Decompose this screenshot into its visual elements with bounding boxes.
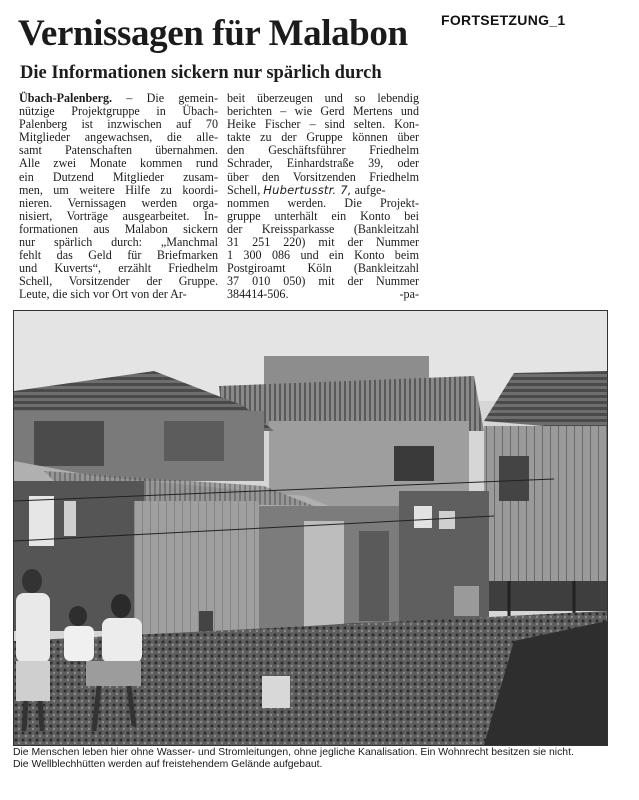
author-signature: -pa-: [399, 287, 419, 302]
column-line: Palenberg ist inzwischen auf 70: [19, 117, 218, 132]
article-subheadline: Die Informationen sickern nur spärlich durch: [20, 63, 382, 83]
caption-line-2: Die Wellblechhütten werden auf freistehendem Gelände aufgebaut.: [13, 759, 323, 771]
column-line: men, um weitere Hilfe zu koordi-: [19, 182, 218, 197]
article-photo: [13, 310, 608, 746]
column-line: nur spärlich durch: „Manchmal: [19, 235, 218, 250]
column-text: – Die gemein-: [112, 91, 218, 105]
column-text: aufge-: [351, 182, 386, 197]
column-line: der Kreissparkasse (Bankleitzahl: [227, 221, 419, 236]
column-line: Leute, die sich vor Ort von der Ar-: [19, 287, 187, 302]
column-line: über den Vorsitzenden Friedhelm: [227, 169, 419, 184]
column-line: den Geschäftsführer Friedhelm: [227, 143, 419, 158]
column-line: Heike Fischer – sind selten. Kon-: [227, 117, 419, 132]
column-line: gruppe unterhält ein Konto bei: [227, 208, 419, 223]
column-line: Schell, Vorsitzender der Gruppe.: [19, 274, 218, 289]
article-dateline: Übach-Palenberg.: [19, 91, 113, 105]
photo-caption: [13, 747, 613, 772]
column-line: nützige Projektgruppe in Übach-: [19, 104, 218, 119]
continuation-label: FORTSETZUNG_1: [441, 12, 566, 28]
column-line: 31 251 220) mit der Nummer: [227, 235, 419, 250]
column-line: samt Patenschaften übernahmen.: [19, 143, 218, 158]
column-line: ein Dutzend Mitglieder zusam-: [19, 169, 218, 184]
column-text: 384414-506.: [227, 287, 289, 302]
column-line: [227, 184, 419, 197]
column-line: und Kuverts“, erzählt Friedhelm: [19, 261, 218, 276]
article-headline: Vernissagen für Malabon: [18, 13, 408, 54]
handwritten-address: Hubertusstr. 7,: [263, 182, 352, 197]
column-line: formationen aus Malabon sickern: [19, 221, 218, 236]
caption-line-1: Die Menschen leben hier ohne Wasser- und Stromleitungen, ohne jegliche Kanalisation. Ein Wohnrecht besitzen sie nicht.: [13, 747, 574, 758]
column-line: Mitglieder angewachsen, die alle-: [19, 130, 218, 145]
article-column-1: [19, 92, 218, 302]
column-line: fehlt das Geld für Briefmarken: [19, 248, 218, 263]
column-line: nieren. Vernissagen werden orga-: [19, 195, 218, 210]
column-text: Schell,: [227, 182, 264, 197]
column-line: Postgiroamt Köln (Bankleitzahl: [227, 261, 419, 276]
column-2-body-b: [227, 197, 419, 289]
column-line: Alle zwei Monate kommen rund: [19, 156, 218, 171]
column-line: 1 300 086 und ein Konto beim: [227, 248, 419, 263]
column-line: berichten – wie Gerd Mertens und: [227, 104, 419, 119]
column-2-body-a: [227, 92, 419, 184]
column-line: nommen werden. Die Projekt-: [227, 195, 419, 210]
column-line: takte zu der Gruppe können über: [227, 130, 419, 145]
article-column-2: [227, 92, 419, 302]
column-line: 37 010 050) mit der Nummer: [227, 274, 419, 289]
column-line: [227, 288, 419, 301]
column-line: beit überzeugen und so lebendig: [227, 91, 419, 105]
photo-shanty-huts-icon: [14, 311, 607, 745]
column-1-body: [19, 105, 218, 301]
column-line: Schrader, Einhardstraße 39, oder: [227, 156, 419, 171]
column-line: nisiert, Vorträge ausgearbeitet. In-: [19, 208, 218, 223]
